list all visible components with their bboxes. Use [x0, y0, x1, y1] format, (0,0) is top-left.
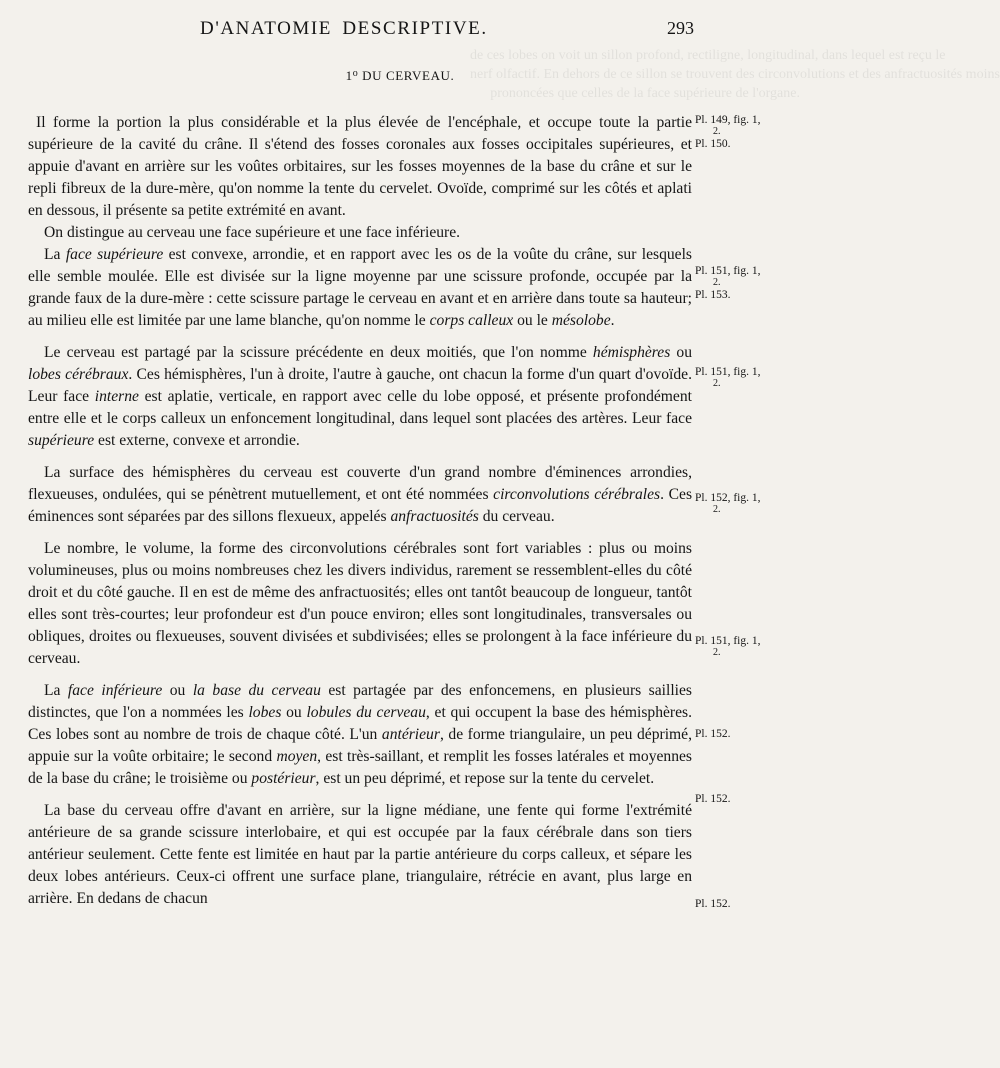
plate-reference-line: Pl. 151, fig. 1,: [695, 366, 761, 378]
paragraph: [28, 462, 692, 528]
italic-term: corps calleux: [429, 312, 514, 329]
text-run: est partagée par des enfoncemens, en plusieurs saillies distinctes, que l'on a nommées les: [28, 682, 692, 721]
plate-reference-line: Pl. 151, fig. 1,: [695, 265, 761, 277]
text-run: La: [44, 682, 68, 699]
text-run: , est un peu déprimé, et repose sur la tente du cervelet.: [315, 770, 655, 787]
plate-reference-line: 2.: [713, 647, 721, 658]
text-run: est aplatie, verticale, en rapport avec celle du lobe opposé, et présente profondément entre elle et le corps calleux un enfoncement longitudinal, dans lequel sont placées des artères. Leur face: [28, 388, 692, 427]
plate-reference: [695, 728, 800, 740]
plate-reference-line: Pl. 152, fig. 1,: [695, 492, 761, 504]
paragraph: [28, 222, 692, 244]
running-head: D'ANATOMIE DESCRIPTIVE.: [200, 18, 488, 39]
italic-term: postérieur: [251, 770, 316, 787]
italic-term: interne: [94, 388, 139, 405]
page-header: [0, 18, 800, 42]
paragraph: [28, 342, 692, 452]
plate-reference-line: 2.: [713, 126, 721, 137]
italic-term: supérieure: [28, 432, 95, 449]
plate-reference-line: Pl. 150.: [695, 138, 731, 150]
section-title-text: DU CERVEAU.: [362, 68, 455, 83]
plate-reference-line: Pl. 152.: [695, 898, 731, 910]
italic-term: anfractuosités: [390, 508, 479, 525]
text-run: . Ces éminences sont séparées par des sillons flexueux, appelés: [28, 486, 693, 525]
plate-reference: [695, 114, 800, 150]
plate-reference: [695, 492, 800, 516]
paragraph: [28, 680, 692, 790]
text-run: est externe, convexe et arrondie.: [94, 432, 300, 449]
italic-term: lobules du cerveau: [306, 704, 426, 721]
text-run: ou: [162, 682, 193, 699]
plate-reference-line: Pl. 152.: [695, 793, 731, 805]
plate-reference-line: Pl. 152.: [695, 728, 731, 740]
paragraph: [28, 244, 692, 332]
italic-term: lobes: [248, 704, 282, 721]
body-text: [28, 112, 692, 910]
plate-reference: [695, 366, 800, 390]
italic-term: la base du cerveau: [192, 682, 321, 699]
text-run: ou: [670, 344, 693, 361]
text-run: ou: [281, 704, 307, 721]
plate-reference: [695, 635, 800, 659]
section-number-superscript: o: [352, 68, 359, 79]
paragraph: [28, 112, 692, 222]
text-run: La base du cerveau offre d'avant en arrière, sur la ligne médiane, une fente qui forme l'extrémité antérieure de sa grande scissure interlobaire, et qui est occupée par la faux cérébrale dans son tiers antérieur seulement. Cette fente est limitée en haut par la partie antérieure du corps calleux, et sépare les deux lobes antérieurs. Ceux-ci offrent une surface plane, triangulaire, rétrécie en avant, plus large en arrière. En dedans de chacun: [28, 802, 692, 907]
section-title: [0, 68, 800, 84]
italic-term: lobes cérébraux: [28, 366, 129, 383]
italic-term: face supérieure: [65, 246, 164, 263]
text-run: . Ces hémisphères, l'un à droite, l'autre à gauche, ont chacun la forme d'un quart d'ovoïde. Leur face: [28, 366, 693, 405]
text-run: Le cerveau est partagé par la scissure précédente en deux moitiés, que l'on nomme: [44, 344, 593, 361]
paragraph: [28, 538, 692, 670]
italic-term: face inférieure: [67, 682, 163, 699]
text-run: La surface des hémisphères du cerveau est couverte d'un grand nombre d'éminences arrondies, flexueuses, ondulées, qui se pénètrent mutuellement, et ont été nommées: [28, 464, 692, 503]
plate-reference: [695, 265, 800, 301]
plate-reference-line: Pl. 149, fig. 1,: [695, 114, 761, 126]
plate-reference-line: 2.: [713, 504, 721, 515]
plate-reference: [695, 898, 800, 910]
plate-reference-line: Pl. 151, fig. 1,: [695, 635, 761, 647]
text-run: Le nombre, le volume, la forme des circonvolutions cérébrales sont fort variables : plus ou moins volumineuses, plus ou moins nombreuses chez les divers individus, rarement se ressemblent-elles du côté droit et du côté gauche. Il en est de même des anfractuosités; elles ont tantôt beaucoup de longueur, tantôt elles sont très-courtes; leur profondeur est d'un pouce environ; elles sont longitudinales, transversales ou obliques, droites ou flexueuses, souvent divisées et subdivisées; elles se prolongent à la face inférieure du cerveau.: [28, 540, 692, 667]
italic-term: moyen: [276, 748, 318, 765]
plate-reference: [695, 793, 800, 805]
text-run: Il forme la portion la plus considérable et la plus élevée de l'encéphale, et occupe toute la partie supérieure de la cavité du crâne. Il s'étend des fosses coronales aux fosses occipitales supérieures, et appuie d'avant en arrière sur les voûtes orbitaires, sur les fosses moyennes de la base du crâne et sur le repli fibreux de la dure-mère, qu'on nomme la tente du cervelet. Ovoïde, comprimé sur les côtés et aplati en dessous, il présente sa petite extrémité en avant.: [28, 114, 692, 219]
italic-term: mésolobe: [551, 312, 611, 329]
text-run: .: [610, 312, 615, 329]
text-run: est convexe, arrondie, et en rapport avec les os de la voûte du crâne, sur lesquels elle semble moulée. Elle est divisée sur la ligne moyenne par une scissure profonde, occupée par la grande faux de la dure-mère : cette scissure partage le cerveau en avant et en arrière dans toute sa hauteur; au milieu elle est limitée par une lame blanche, qu'on nomme le: [28, 246, 692, 329]
italic-term: hémisphères: [592, 344, 671, 361]
paragraph: [28, 800, 692, 910]
text-run: , et qui occupent la base des hémisphères. Ces lobes sont au nombre de trois de chaque côté. L'un: [28, 704, 692, 743]
plate-reference-line: 2.: [713, 378, 721, 389]
text-run: , de forme triangulaire, un peu déprimé, appuie sur la voûte orbitaire; le second: [28, 726, 692, 765]
plate-reference-line: 2.: [713, 277, 721, 288]
text-run: La: [44, 246, 66, 263]
text-run: , est très-saillant, et remplit les fosses latérales et moyennes de la base du crâne; le troisième ou: [28, 748, 692, 787]
italic-term: circonvolutions cérébrales: [493, 486, 661, 503]
text-run: On distingue au cerveau une face supérieure et une face inférieure.: [44, 224, 461, 241]
text-run: du cerveau.: [478, 508, 555, 525]
section-number: 1: [345, 68, 353, 83]
italic-term: antérieur: [381, 726, 440, 743]
plate-reference-line: Pl. 153.: [695, 289, 731, 301]
bleed-through-text: de ces lobes on voit un sillon profond, rectiligne, longitudinal, dans lequel est reçu le nerf olfactif. En dehors de ce sillon se trouvent des circonvolutions et des anfractuosités moins prononcées que celles de la face supérieure de l'organe.: [470, 48, 1000, 101]
page-number: 293: [667, 18, 694, 38]
text-run: ou le: [513, 312, 552, 329]
